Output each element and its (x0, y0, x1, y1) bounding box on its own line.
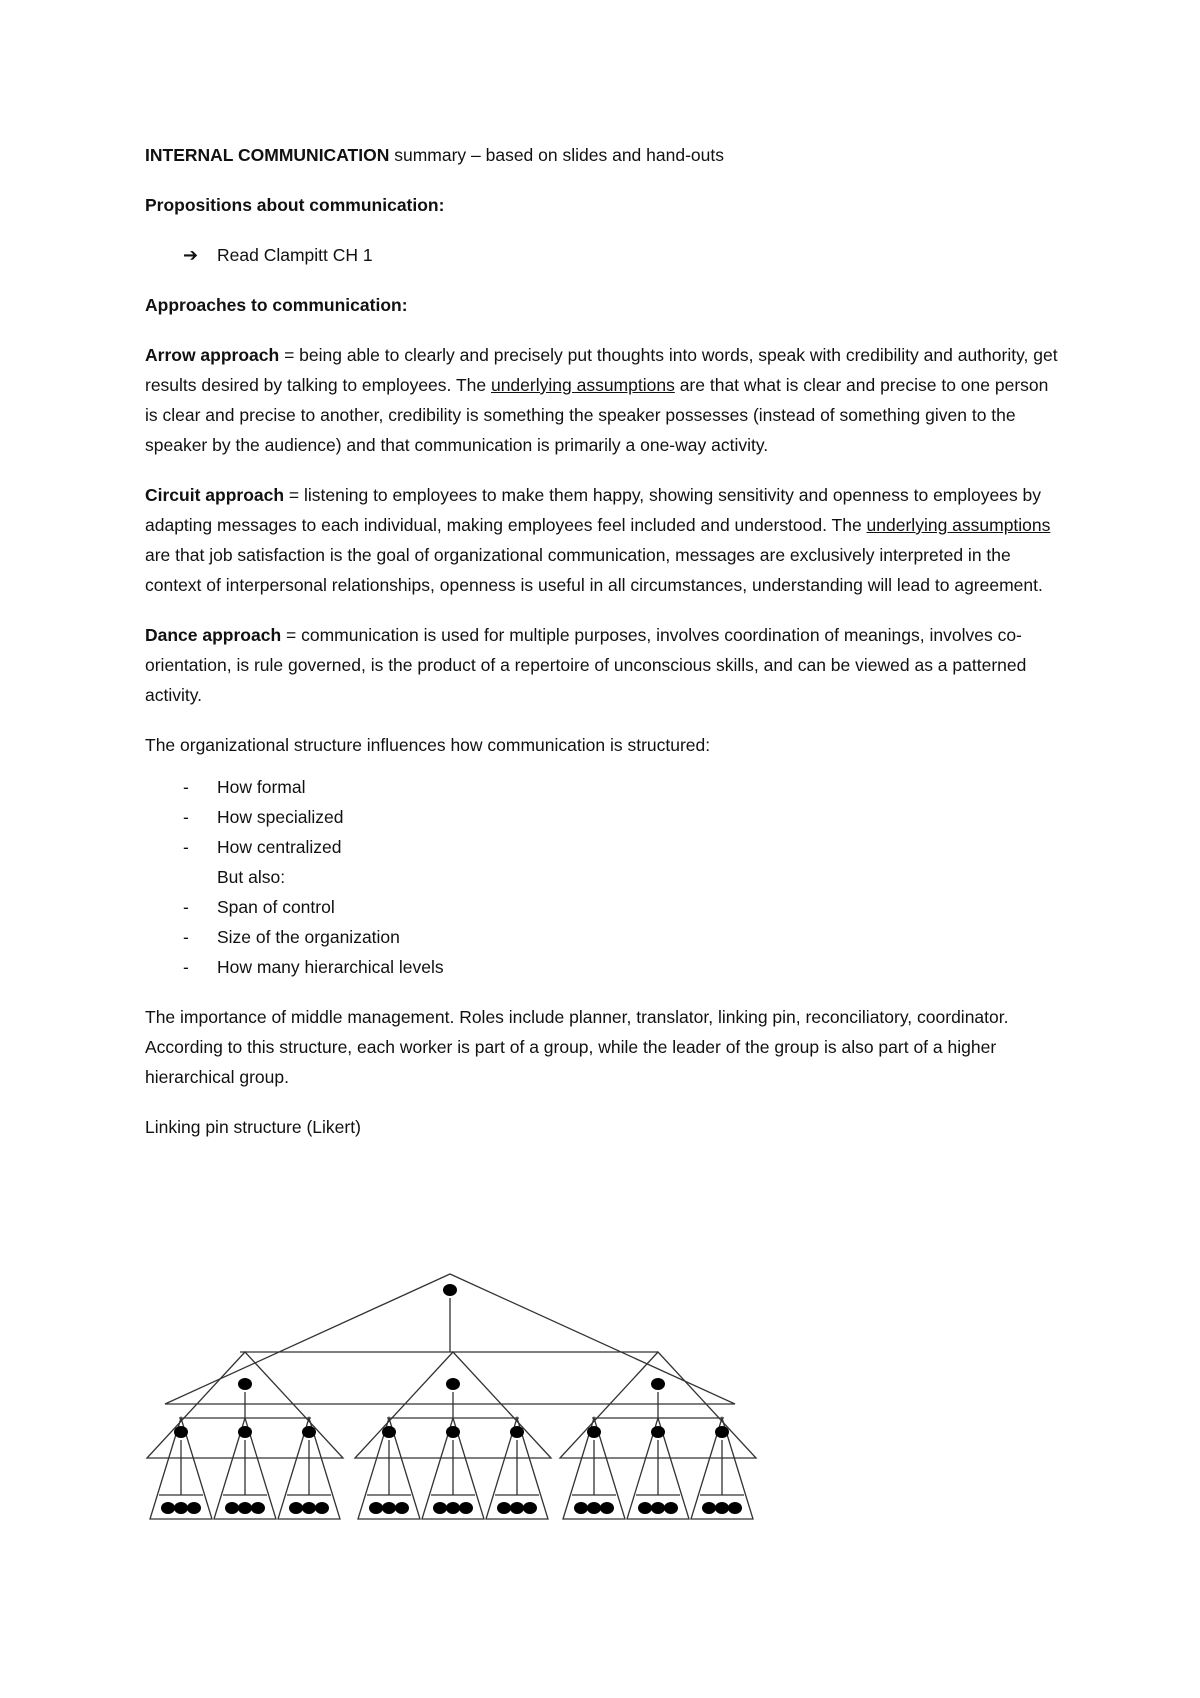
worker-node (433, 1502, 447, 1514)
dance-approach-paragraph: Dance approach = communication is used for multiple purposes, involves coordination of meanings, involves co-orientation, is rule governed, is the product of a repertoire of unconscious skills, and can be viewed as a patterned activity. (145, 625, 1027, 705)
worker-node (638, 1502, 652, 1514)
worker-node (302, 1502, 316, 1514)
bottom-leader-node (510, 1426, 524, 1438)
approaches-heading: Approaches to communication: (145, 295, 408, 315)
middle-management-paragraph: The importance of middle management. Roles include planner, translator, linking pin, reconciliatory, coordinator. (145, 1007, 1009, 1027)
worker-node (600, 1502, 614, 1514)
worker-node (187, 1502, 201, 1514)
worker-node (715, 1502, 729, 1514)
worker-node (161, 1502, 175, 1514)
bottom-leader-node (174, 1426, 188, 1438)
middle-node (446, 1378, 460, 1390)
arrow-right-icon: ➔ (183, 245, 199, 265)
worker-node (289, 1502, 303, 1514)
middle-node (238, 1378, 252, 1390)
worker-node (574, 1502, 588, 1514)
worker-node (238, 1502, 252, 1514)
worker-node (225, 1502, 239, 1514)
middle-node (651, 1378, 665, 1390)
worker-node (446, 1502, 460, 1514)
bottom-leader-node (302, 1426, 316, 1438)
propositions-heading: Propositions about communication: (145, 195, 445, 215)
bottom-leader-node (382, 1426, 396, 1438)
bottom-leader-node (446, 1426, 460, 1438)
worker-node (174, 1502, 188, 1514)
arrow-approach-paragraph: Arrow approach = being able to clearly and precisely put thoughts into words, speak with credibility and authority, get results desired by talking to employees. The underlying assumptions are that what is clear and precise to one person is clear and precise to another, credibility is something the speaker possesses (instead of something given to the speaker by the audience) and that communication is primarily a one-way activity. (145, 345, 1058, 455)
but-also-label: But also: (217, 867, 286, 887)
linking-pin-diagram (140, 1260, 780, 1540)
list-item: - How specialized (183, 807, 344, 827)
according-paragraph: According to this structure, each worker is part of a group, while the leader of the group is also part of a higher hierarchical group. (145, 1037, 997, 1087)
worker-node (251, 1502, 265, 1514)
worker-node (395, 1502, 409, 1514)
worker-node (382, 1502, 396, 1514)
worker-node (702, 1502, 716, 1514)
worker-node (459, 1502, 473, 1514)
worker-node (510, 1502, 524, 1514)
worker-node (728, 1502, 742, 1514)
read-item: ➔ Read Clampitt CH 1 (145, 240, 1065, 270)
bottom-leader-node (238, 1426, 252, 1438)
list-item: - How centralized (183, 837, 342, 857)
worker-node (369, 1502, 383, 1514)
bottom-leader-node (715, 1426, 729, 1438)
worker-node (523, 1502, 537, 1514)
worker-node (651, 1502, 665, 1514)
structure-intro: The organizational structure influences how communication is structured: (145, 735, 711, 755)
list-item: - How many hierarchical levels (183, 957, 444, 977)
document-body (145, 140, 1065, 1162)
top-node (443, 1284, 457, 1296)
worker-node (315, 1502, 329, 1514)
list-item: - Span of control (183, 897, 335, 917)
worker-node (664, 1502, 678, 1514)
bottom-leader-node (587, 1426, 601, 1438)
bottom-leader-node (651, 1426, 665, 1438)
document-title: INTERNAL COMMUNICATION summary – based on slides and hand-outs (145, 145, 724, 165)
list-item: - Size of the organization (183, 927, 400, 947)
list-item: - How formal (183, 777, 306, 797)
structure-list (145, 772, 1065, 982)
worker-node (587, 1502, 601, 1514)
diagram-caption: Linking pin structure (Likert) (145, 1117, 361, 1137)
circuit-approach-paragraph: Circuit approach = listening to employees to make them happy, showing sensitivity and openness to employees by adapting messages to each individual, making employees feel included and understood. The underlying assumptions are that job satisfaction is the goal of organizational communication, messages are exclusively interpreted in the context of interpersonal relationships, openness is useful in all circumstances, understanding will lead to agreement. (145, 485, 1051, 595)
worker-node (497, 1502, 511, 1514)
